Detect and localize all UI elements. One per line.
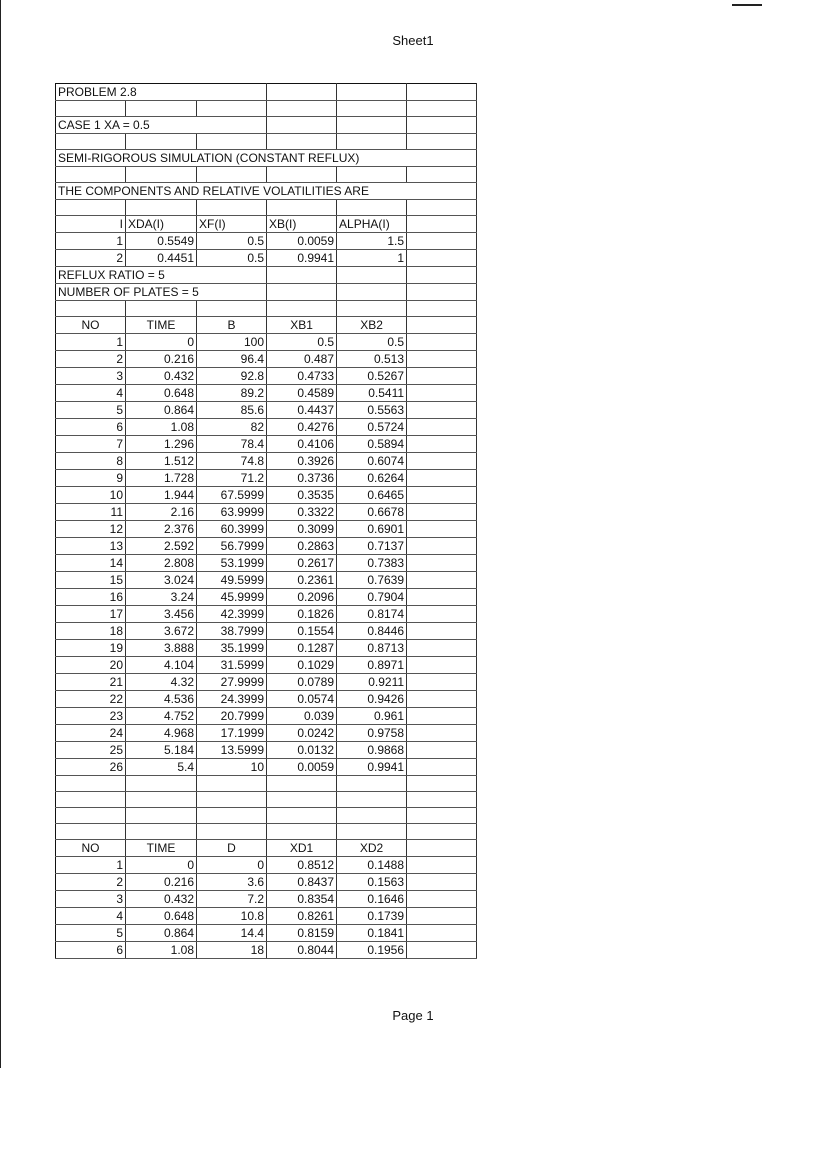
- distillate-header-cell: D: [197, 840, 267, 857]
- bottoms-row: [56, 436, 477, 453]
- table-cell: 0.2361: [267, 572, 337, 589]
- distillate-row: [56, 874, 477, 891]
- bottoms-row: [56, 708, 477, 725]
- table-cell: 0: [197, 857, 267, 874]
- table-cell: 26: [56, 759, 126, 776]
- table-cell: 0.9426: [337, 691, 407, 708]
- row-components-intro: [56, 183, 477, 200]
- table-cell: 0.6901: [337, 521, 407, 538]
- table-cell: 27.9999: [197, 674, 267, 691]
- table-cell: 92.8: [197, 368, 267, 385]
- bottoms-row: [56, 487, 477, 504]
- table-cell: 0.6264: [337, 470, 407, 487]
- table-cell: 0.8512: [267, 857, 337, 874]
- table-cell: 0.1739: [337, 908, 407, 925]
- table-cell: 1: [56, 334, 126, 351]
- empty-row: [56, 792, 477, 808]
- table-cell: 0.4106: [267, 436, 337, 453]
- table-cell: 0.648: [126, 385, 197, 402]
- table-cell: 7: [56, 436, 126, 453]
- bottoms-row: [56, 725, 477, 742]
- table-cell: 14: [56, 555, 126, 572]
- components-intro-label: THE COMPONENTS AND RELATIVE VOLATILITIES ARE: [56, 183, 477, 200]
- table-cell: 0.1956: [337, 942, 407, 959]
- bottoms-row: [56, 419, 477, 436]
- components-header-cell: XB(I): [267, 216, 337, 233]
- bottoms-row: [56, 351, 477, 368]
- components-header-cell: XDA(I): [126, 216, 197, 233]
- bottoms-header-cell: B: [197, 317, 267, 334]
- table-cell: 17.1999: [197, 725, 267, 742]
- table-cell: 0.0059: [267, 759, 337, 776]
- table-cell: 0.1563: [337, 874, 407, 891]
- table-cell: 0.5563: [337, 402, 407, 419]
- table-cell: 0: [126, 857, 197, 874]
- bottoms-row: [56, 606, 477, 623]
- table-cell: 0.6678: [337, 504, 407, 521]
- bottoms-row: [56, 504, 477, 521]
- table-cell: 0.8446: [337, 623, 407, 640]
- table-cell: 0.4589: [267, 385, 337, 402]
- table-cell: 1.296: [126, 436, 197, 453]
- table-cell: 0.487: [267, 351, 337, 368]
- table-cell: 2: [56, 351, 126, 368]
- table-cell: 22: [56, 691, 126, 708]
- table-cell: 0.4733: [267, 368, 337, 385]
- table-cell: 20: [56, 657, 126, 674]
- table-cell: 2.376: [126, 521, 197, 538]
- table-cell: 10.8: [197, 908, 267, 925]
- table-cell: 1.08: [126, 942, 197, 959]
- table-cell: 0.4276: [267, 419, 337, 436]
- bottoms-row: [56, 691, 477, 708]
- components-row: 2 0.4451 0.5 0.9941 1: [56, 250, 477, 267]
- bottoms-row: [56, 521, 477, 538]
- bottoms-row: [56, 453, 477, 470]
- table-cell: 0.648: [126, 908, 197, 925]
- sheet-body: [56, 84, 477, 959]
- table-cell: 0.1029: [267, 657, 337, 674]
- table-cell: 1.08: [126, 419, 197, 436]
- table-cell: 4: [56, 385, 126, 402]
- table-cell: 0.0789: [267, 674, 337, 691]
- table-cell: 60.3999: [197, 521, 267, 538]
- empty-row: [56, 167, 477, 183]
- table-cell: 0.0574: [267, 691, 337, 708]
- table-cell: 71.2: [197, 470, 267, 487]
- sheet-title: Sheet1: [392, 33, 434, 48]
- table-cell: 0.8174: [337, 606, 407, 623]
- empty-row: [56, 101, 477, 117]
- table-cell: 12: [56, 521, 126, 538]
- table-cell: 0.2617: [267, 555, 337, 572]
- table-cell: 1.512: [126, 453, 197, 470]
- table-cell: 3.024: [126, 572, 197, 589]
- table-cell: 0.4437: [267, 402, 337, 419]
- row-number-of-plates: [56, 284, 477, 301]
- distillate-row: [56, 925, 477, 942]
- table-cell: 31.5999: [197, 657, 267, 674]
- table-cell: 15: [56, 572, 126, 589]
- components-row: 1 0.5549 0.5 0.0059 1.5: [56, 233, 477, 250]
- bottoms-row: [56, 759, 477, 776]
- table-cell: 17: [56, 606, 126, 623]
- table-cell: 5.4: [126, 759, 197, 776]
- distillate-row: [56, 908, 477, 925]
- table-cell: 18: [56, 623, 126, 640]
- table-cell: 42.3999: [197, 606, 267, 623]
- distillate-row: [56, 891, 477, 908]
- table-cell: 82: [197, 419, 267, 436]
- row-simulation: [56, 150, 477, 167]
- table-cell: 4.104: [126, 657, 197, 674]
- table-cell: 11: [56, 504, 126, 521]
- reflux-ratio-label: REFLUX RATIO = 5: [56, 267, 267, 284]
- table-cell: 74.8: [197, 453, 267, 470]
- bottoms-row: [56, 385, 477, 402]
- table-cell: 23: [56, 708, 126, 725]
- table-cell: 0.8713: [337, 640, 407, 657]
- table-cell: 3.6: [197, 874, 267, 891]
- table-cell: 3.888: [126, 640, 197, 657]
- table-cell: 38.7999: [197, 623, 267, 640]
- table-cell: 1.944: [126, 487, 197, 504]
- row-problem: [56, 84, 477, 101]
- table-cell: 10: [56, 487, 126, 504]
- table-cell: 0.3322: [267, 504, 337, 521]
- table-cell: 0.1826: [267, 606, 337, 623]
- distillate-row: [56, 857, 477, 874]
- table-cell: 25: [56, 742, 126, 759]
- components-header-cell: I: [56, 216, 126, 233]
- table-cell: 2.808: [126, 555, 197, 572]
- corner-mark: [732, 0, 762, 6]
- table-cell: 3.672: [126, 623, 197, 640]
- bottoms-header-cell: TIME: [126, 317, 197, 334]
- table-cell: 0.3926: [267, 453, 337, 470]
- table-cell: 0.6074: [337, 453, 407, 470]
- bottoms-row: [56, 640, 477, 657]
- table-cell: 63.9999: [197, 504, 267, 521]
- table-cell: 85.6: [197, 402, 267, 419]
- table-cell: 13.5999: [197, 742, 267, 759]
- problem-label: PROBLEM 2.8: [56, 84, 267, 101]
- distillate-header-row: [56, 840, 477, 857]
- table-cell: 0.8354: [267, 891, 337, 908]
- table-cell: 0.5: [267, 334, 337, 351]
- table-cell: 0.8437: [267, 874, 337, 891]
- bottoms-row: [56, 623, 477, 640]
- table-cell: 4.32: [126, 674, 197, 691]
- table-cell: 53.1999: [197, 555, 267, 572]
- page-footer: Page 1: [392, 1008, 434, 1023]
- table-cell: 24.3999: [197, 691, 267, 708]
- table-cell: 7.2: [197, 891, 267, 908]
- table-cell: 4: [56, 908, 126, 925]
- table-cell: 0.7904: [337, 589, 407, 606]
- table-cell: 5: [56, 402, 126, 419]
- table-cell: 0.2863: [267, 538, 337, 555]
- bottoms-row: [56, 368, 477, 385]
- table-cell: 20.7999: [197, 708, 267, 725]
- empty-row: [56, 824, 477, 840]
- table-cell: 19: [56, 640, 126, 657]
- table-cell: 4.968: [126, 725, 197, 742]
- table-cell: 1: [56, 857, 126, 874]
- row-case: [56, 117, 477, 134]
- components-header-cell: XF(I): [197, 216, 267, 233]
- table-cell: 10: [197, 759, 267, 776]
- table-cell: 0.9211: [337, 674, 407, 691]
- number-of-plates-label: NUMBER OF PLATES = 5: [56, 284, 267, 301]
- table-cell: 2: [56, 874, 126, 891]
- bottoms-row: [56, 572, 477, 589]
- distillate-header-cell: XD1: [267, 840, 337, 857]
- table-cell: 21: [56, 674, 126, 691]
- distillate-row: [56, 942, 477, 959]
- table-cell: 18: [197, 942, 267, 959]
- table-cell: 0.432: [126, 368, 197, 385]
- spreadsheet-grid: [55, 83, 477, 959]
- table-cell: 0.5894: [337, 436, 407, 453]
- table-cell: 0.9941: [337, 759, 407, 776]
- bottoms-row: [56, 674, 477, 691]
- table-cell: 5.184: [126, 742, 197, 759]
- table-cell: 3.456: [126, 606, 197, 623]
- table-cell: 9: [56, 470, 126, 487]
- table-cell: 2.592: [126, 538, 197, 555]
- simulation-label: SEMI-RIGOROUS SIMULATION (CONSTANT REFLUX): [56, 150, 477, 167]
- table-cell: 0.7639: [337, 572, 407, 589]
- table-cell: 0.1287: [267, 640, 337, 657]
- bottoms-row: [56, 334, 477, 351]
- table-cell: 0.961: [337, 708, 407, 725]
- table-cell: 0.3099: [267, 521, 337, 538]
- table-cell: 45.9999: [197, 589, 267, 606]
- table-cell: 0.2096: [267, 589, 337, 606]
- table-cell: 0.0132: [267, 742, 337, 759]
- distillate-header-cell: NO: [56, 840, 126, 857]
- table-cell: 0.0242: [267, 725, 337, 742]
- table-cell: 0.864: [126, 925, 197, 942]
- table-cell: 0.9868: [337, 742, 407, 759]
- table-cell: 0.5724: [337, 419, 407, 436]
- case-label: CASE 1 XA = 0.5: [56, 117, 267, 134]
- table-cell: 1.728: [126, 470, 197, 487]
- bottoms-header-cell: XB2: [337, 317, 407, 334]
- table-cell: 56.7999: [197, 538, 267, 555]
- table-cell: 4.752: [126, 708, 197, 725]
- table-cell: 0.7383: [337, 555, 407, 572]
- table-cell: 13: [56, 538, 126, 555]
- bottoms-row: [56, 657, 477, 674]
- table-cell: 0.216: [126, 351, 197, 368]
- table-cell: 6: [56, 942, 126, 959]
- table-cell: 0.8971: [337, 657, 407, 674]
- table-cell: 0.513: [337, 351, 407, 368]
- table-cell: 6: [56, 419, 126, 436]
- bottoms-row: [56, 589, 477, 606]
- distillate-header-cell: TIME: [126, 840, 197, 857]
- table-cell: 0.3736: [267, 470, 337, 487]
- table-cell: 0.8261: [267, 908, 337, 925]
- table-cell: 96.4: [197, 351, 267, 368]
- table-cell: 0.864: [126, 402, 197, 419]
- bottoms-row: [56, 402, 477, 419]
- empty-row: [56, 134, 477, 150]
- table-cell: 78.4: [197, 436, 267, 453]
- empty-row: [56, 808, 477, 824]
- table-cell: 0.1488: [337, 857, 407, 874]
- bottoms-header-row: [56, 317, 477, 334]
- components-header-cell: ALPHA(I): [337, 216, 407, 233]
- table-cell: 0: [126, 334, 197, 351]
- row-reflux-ratio: [56, 267, 477, 284]
- table-cell: 0.8159: [267, 925, 337, 942]
- table-cell: 4.536: [126, 691, 197, 708]
- table-cell: 49.5999: [197, 572, 267, 589]
- table-cell: 0.039: [267, 708, 337, 725]
- table-cell: 0.1841: [337, 925, 407, 942]
- distillate-header-cell: XD2: [337, 840, 407, 857]
- table-cell: 0.7137: [337, 538, 407, 555]
- table-cell: 0.1646: [337, 891, 407, 908]
- table-cell: 3.24: [126, 589, 197, 606]
- bottoms-row: [56, 555, 477, 572]
- bottoms-row: [56, 538, 477, 555]
- table-cell: 0.8044: [267, 942, 337, 959]
- table-cell: 3: [56, 891, 126, 908]
- table-cell: 0.6465: [337, 487, 407, 504]
- table-cell: 0.1554: [267, 623, 337, 640]
- table-cell: 24: [56, 725, 126, 742]
- empty-row: [56, 776, 477, 792]
- table-cell: 16: [56, 589, 126, 606]
- table-cell: 0.9758: [337, 725, 407, 742]
- table-cell: 89.2: [197, 385, 267, 402]
- bottoms-row: [56, 470, 477, 487]
- table-cell: 0.5411: [337, 385, 407, 402]
- components-header-row: [56, 216, 477, 233]
- bottoms-row: [56, 742, 477, 759]
- table-cell: 3: [56, 368, 126, 385]
- table-cell: 67.5999: [197, 487, 267, 504]
- table-cell: 14.4: [197, 925, 267, 942]
- table-cell: 5: [56, 925, 126, 942]
- table-cell: 8: [56, 453, 126, 470]
- bottoms-header-cell: XB1: [267, 317, 337, 334]
- table-cell: 0.5267: [337, 368, 407, 385]
- table-cell: 100: [197, 334, 267, 351]
- table-cell: 0.432: [126, 891, 197, 908]
- table-cell: 0.5: [337, 334, 407, 351]
- table-cell: 2.16: [126, 504, 197, 521]
- table-cell: 35.1999: [197, 640, 267, 657]
- page-left-edge: [0, 0, 1, 1068]
- table-cell: 0.3535: [267, 487, 337, 504]
- empty-row: [56, 301, 477, 317]
- empty-row: [56, 200, 477, 216]
- table-cell: 0.216: [126, 874, 197, 891]
- bottoms-header-cell: NO: [56, 317, 126, 334]
